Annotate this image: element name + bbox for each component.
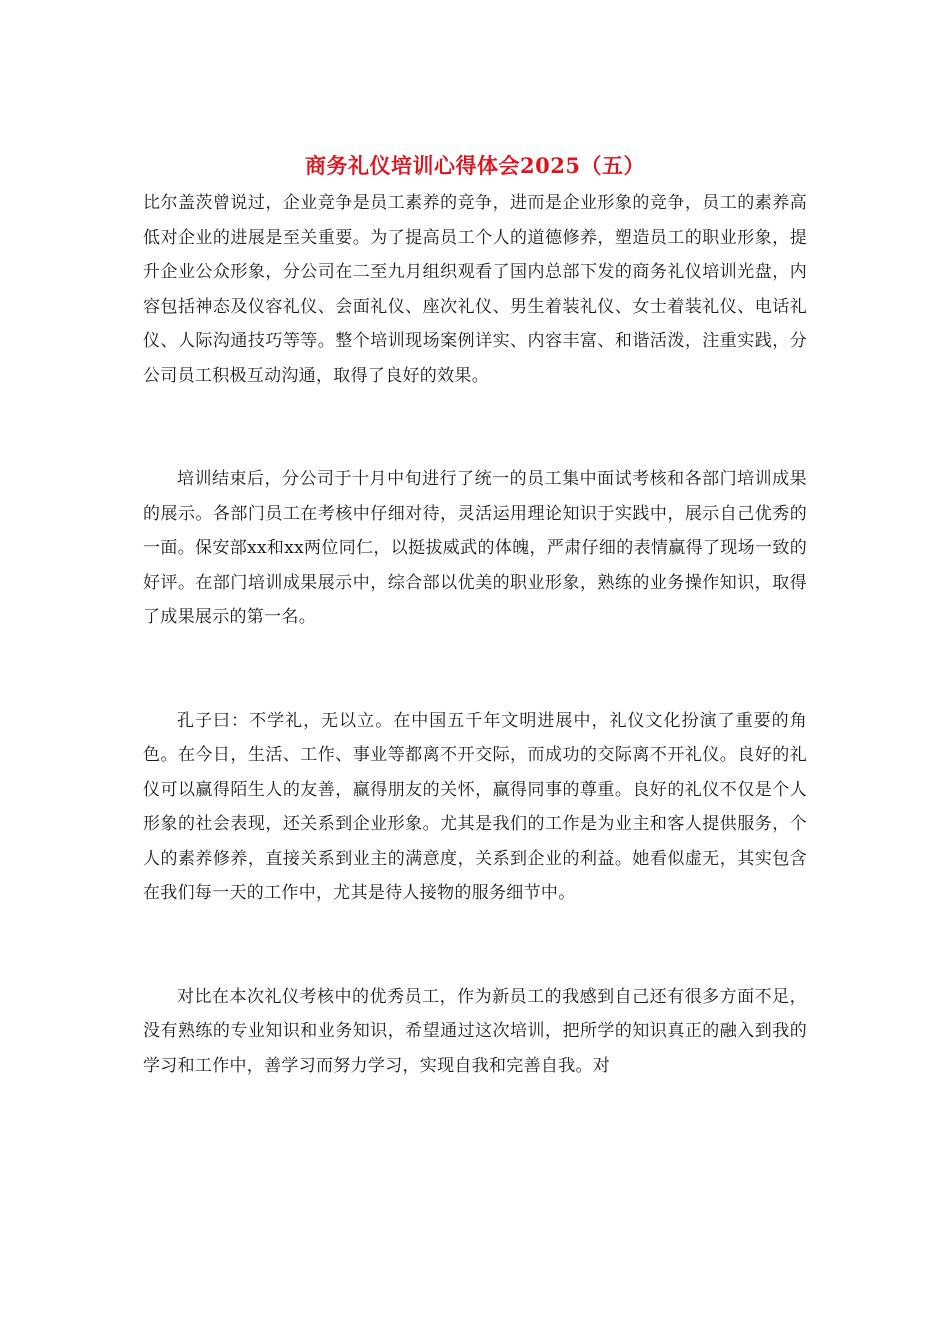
document-title: 商务礼仪培训心得体会2025（五） — [305, 153, 645, 178]
paragraph-4: 对比在本次礼仪考核中的优秀员工，作为新员工的我感到自己还有很多方面不足，没有熟练的专业知识和业务知识，希望通过这次培训，把所学的知识真正的融入到我的学习和工作中，善学习而努力学习，实现自我和完善自我。对 — [143, 986, 807, 1076]
paragraph-2: 培训结束后，分公司于十月中旬进行了统一的员工集中面试考核和各部门培训成果的展示。各部门员工在考核中仔细对待，灵活运用理论知识于实践中，展示自己优秀的一面。保安部xx和xx两位同仁，以挺拔威武的体魄，严肃仔细的表情赢得了现场一致的好评。在部门培训成果展示中，综合部以优美的职业形象，熟练的业务操作知识，取得了成果展示的第一名。 — [143, 469, 807, 627]
paragraph-gap — [143, 635, 807, 704]
paragraph-1: 比尔盖茨曾说过，企业竞争是员工素养的竞争，进而是企业形象的竞争，员工的素养高低对企业的进展是至关重要。为了提高员工个人的道德修养，塑造员工的职业形象，提升企业公众形象，分公司在二至九月组织观看了国内总部下发的商务礼仪培训光盘，内容包括神态及仪容礼仪、会面礼仪、座次礼仪、男生着装礼仪、女士着装礼仪、电话礼仪、人际沟通技巧等等。整个培训现场案例详实、内容丰富、和谐活泼，注重实践，分公司员工积极互动沟通，取得了良好的效果。 — [143, 193, 807, 386]
paragraph-3: 孔子曰：不学礼，无以立。在中国五千年文明进展中，礼仪文化扮演了重要的角色。在今日，生活、工作、事业等都离不开交际，而成功的交际离不开礼仪。良好的礼仪可以赢得陌生人的友善，赢得朋友的关怀，赢得同事的尊重。良好的礼仪不仅是个人形象的社会表现，还关系到企业形象。尤其是我们的工作是为业主和客人提供服务，个人的素养修养，直接关系到业主的满意度，关系到企业的利益。她看似虚无，其实包含在我们每一天的工作中，尤其是待人接物的服务细节中。 — [143, 710, 807, 903]
paragraph-gap — [143, 911, 807, 980]
paragraph-gap — [143, 393, 807, 462]
document-page — [143, 146, 807, 1083]
